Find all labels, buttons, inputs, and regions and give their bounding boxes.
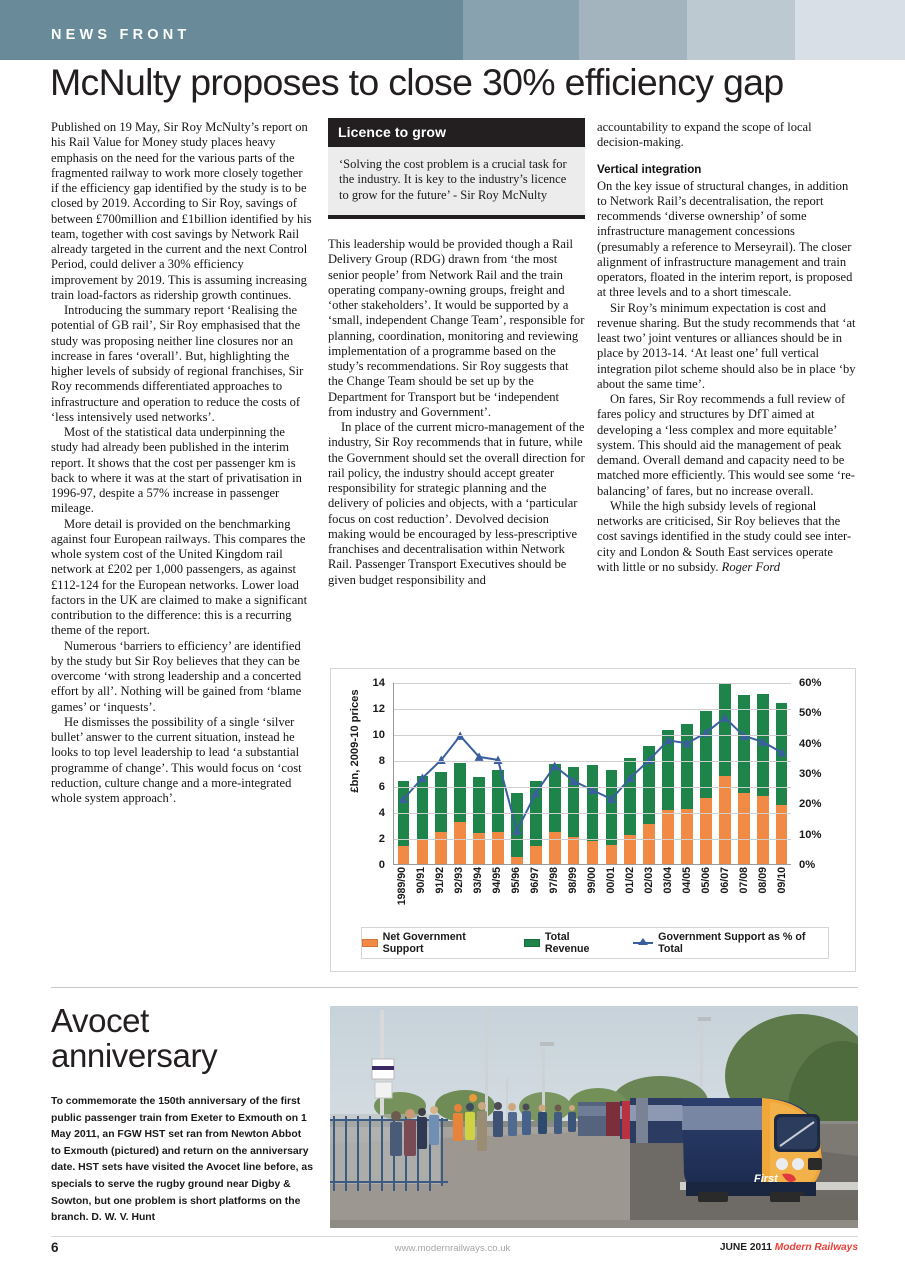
- chart-y2-tick-label: 60%: [799, 677, 822, 689]
- chart-x-label-slot: [469, 867, 488, 929]
- chart-x-label-slot: [393, 867, 412, 929]
- legend-label: Net Government Support: [382, 931, 466, 955]
- page-number: 6: [51, 1240, 59, 1255]
- chart-x-tick-label: 06/07: [718, 867, 731, 894]
- pull-quote-box: [328, 118, 585, 219]
- article-column-right: [597, 120, 858, 575]
- first-logo-text: First: [754, 1173, 778, 1185]
- chart-y2-tick-label: 10%: [799, 828, 822, 841]
- chart-x-tick-label: 92/93: [453, 867, 466, 894]
- chart-x-label-slot: [431, 867, 450, 929]
- chart-x-label-slot: [507, 867, 526, 929]
- rail-finance-chart: [330, 668, 856, 972]
- paragraph: This leadership would be provided though a Rail Delivery Group (RDG) drawn from ‘the most senior people’ from Network Rail and the train operating company-owning groups, freight and ‘other stakeholders’. It would be supported by a ‘small, independent Change Team’, responsible for planning, coordination, monitoring and reviewing implementation of a programme based on the study’s recommendations. Sir Roy suggests that the Change Team should be set up by the Department for Transport but be ‘independent from industry and Government’.: [328, 237, 585, 419]
- chart-x-label-slot: [583, 867, 602, 929]
- chart-x-tick-label: 09/10: [775, 867, 788, 894]
- chart-y2-tick-label: 0%: [799, 859, 816, 871]
- legend-label: Government Support as % of Total: [658, 931, 806, 955]
- chart-y-tick-label: 14: [372, 677, 385, 689]
- banner-band-2: [463, 0, 579, 60]
- chart-line-marker: [720, 713, 729, 722]
- footer-issue-date: JUNE 2011: [719, 1242, 772, 1253]
- banner-band-3: [579, 0, 687, 60]
- chart-y-tick-label: 12: [372, 703, 385, 715]
- chart-gridline: [394, 761, 791, 762]
- chart-x-tick-label: 94/95: [491, 867, 504, 894]
- chart-gridline: [394, 735, 791, 736]
- chart-y2-tick-label: 20%: [799, 798, 822, 811]
- section-kicker: NEWS FRONT: [51, 27, 191, 43]
- chart-x-label-slot: [696, 867, 715, 929]
- chart-y-axis-right: [793, 677, 851, 871]
- chart-x-label-slot: [564, 867, 583, 929]
- paragraph: Published on 19 May, Sir Roy McNulty’s report on his Rail Value for Money study places heavy emphasis on the need for the various parts of the fragmented railway to work more closely together if the efficiency gap identified by the study is to be closed by 2019. According to Sir Roy, savings of between £700million and £1billion identified by his team, together with cost savings by Network Rail already targeted in the current and the next Control Period, could deliver a 30% efficiency improvement by 2019. This is assuming increasing train load-factors as ridership growth continues.: [51, 120, 312, 302]
- paragraph-text: While the high subsidy levels of regional networks are criticised, Sir Roy believes that the cost savings identified in the study could see inter-city and London & South East services operate with little or no subsidy.: [597, 498, 852, 574]
- chart-gridline: [394, 683, 791, 684]
- chart-gridline: [394, 839, 791, 840]
- paragraph: Sir Roy’s minimum expectation is cost and revenue sharing. But the study recommends that ‘at least two’ joint ventures or alliances should be in place by 2013-14. ‘At least one’ full vertical integration pilot scheme should also be in place ‘by about the same time’.: [597, 300, 856, 391]
- chart-x-tick-label: 96/97: [529, 867, 542, 894]
- chart-x-label-slot: [734, 867, 753, 929]
- chart-x-tick-label: 04/05: [680, 867, 693, 894]
- paragraph: He dismisses the possibility of a single ‘silver bullet’ answer to the current situation, instead he looks to top level leadership to lead ‘a substantial programme of change’. This would focus on ‘cost reduction, culture change and a more-integrated whole system approach’.: [51, 714, 302, 805]
- chart-x-tick-label: 00/01: [604, 867, 617, 894]
- chart-plot-area: [393, 683, 791, 865]
- chart-y-tick-label: 0: [378, 859, 385, 871]
- paragraph: In place of the current micro-management of the industry, Sir Roy recommends that in future, while the Government should set the overall direction for rail policy, the industry should accept greater responsibility for strategic planning and the delivery of policies and objects, with a ‘particular focus on cost reduction’. Devolved decision making would be encouraged by less-prescriptive franchises and decentralisation within Network Rail. Passenger Transport Executives should be given budget responsibility and: [328, 420, 585, 587]
- paragraph: More detail is provided on the benchmarking against four European railways. This compares the whole system cost of the United Kingdom rail network at £202 per 1,000 passengers, as against £112-124 for the European networks. Lower load factors in the UK are claimed to make a significant contribution to the difference: this is a recurring theme of the report.: [51, 516, 308, 638]
- chart-gridline: [394, 813, 791, 814]
- chart-x-label-slot: [658, 867, 677, 929]
- chart-x-label-slot: [545, 867, 564, 929]
- chart-x-tick-label: 95/96: [510, 867, 523, 894]
- chart-line-series: [394, 683, 791, 864]
- chart-x-label-slot: [601, 867, 620, 929]
- chart-x-tick-label: 05/06: [699, 867, 712, 894]
- legend-swatch-icon: [362, 939, 378, 947]
- section-divider: [51, 987, 858, 988]
- chart-x-tick-label: 01/02: [623, 867, 636, 894]
- chart-x-label-slot: [526, 867, 545, 929]
- page-title: McNulty proposes to close 30% efficiency gap: [50, 61, 784, 103]
- chart-line-marker: [512, 826, 521, 835]
- pull-quote-heading: Licence to grow: [328, 118, 585, 147]
- chart-x-label-slot: [753, 867, 772, 929]
- article-column-middle: [328, 237, 585, 588]
- chart-x-tick-label: 99/00: [586, 867, 598, 894]
- legend-swatch-icon: [524, 939, 540, 947]
- chart-y-axis-left: [331, 677, 389, 871]
- paragraph: On the key issue of structural changes, in addition to Network Rail’s decentralisation, the report recommends ‘diverse ownership’ of some infrastructure management concessions (presumably a reference to Merseyrail). The closer alignment of infrastructure management and train operators, floated in the interim report, is proposed at three levels and to a short timescale.: [597, 178, 853, 300]
- chart-x-label-slot: [677, 867, 696, 929]
- chart-y-tick-label: 10: [372, 729, 385, 741]
- chart-y-tick-label: 2: [378, 833, 385, 845]
- chart-x-label-slot: [450, 867, 469, 929]
- author-byline: Roger Ford: [721, 559, 781, 574]
- chart-x-tick-label: 08/09: [756, 867, 769, 894]
- chart-gridline: [394, 709, 791, 710]
- footer-divider: [51, 1236, 858, 1237]
- pull-quote-text: ‘Solving the cost problem is a crucial task for the industry. It is key to the industry’s licence to grow for the future’ - Sir Roy McNulty: [328, 147, 585, 219]
- chart-gridline: [394, 787, 791, 788]
- section-subheading: Vertical integration: [597, 162, 702, 176]
- station-photo-illustration: [330, 1006, 858, 1228]
- avocet-photo: [330, 1006, 858, 1228]
- paragraph: On fares, Sir Roy recommends a full review of fares policy and structures by DfT aimed at developing a ‘less complex and more equitable’ system. This should aid the management of peak demand. Overall demand and capacity need to be matched more efficiently. This would see some ‘re-balancing’ of fares, but no increase overall.: [597, 392, 855, 498]
- chart-y-tick-label: 6: [378, 781, 385, 793]
- banner-band-5: [795, 0, 905, 60]
- chart-x-tick-label: 1989/90: [396, 867, 409, 906]
- paragraph: Introducing the summary report ‘Realising the potential of GB rail’, Sir Roy emphasised that the study was proposing neither line closures nor an increase in fares ‘overall’. But, highlighting the higher levels of subsidy of regional franchises, Sir Roy recommends differentiated approaches to infrastructure and operation to reduce the costs of ‘less intensively used networks’.: [51, 303, 304, 424]
- legend-marker-triangle-icon: [633, 937, 653, 950]
- chart-y2-tick-label: 50%: [799, 707, 822, 720]
- chart-y2-tick-label: 30%: [799, 768, 822, 780]
- legend-item-total-revenue: [524, 931, 615, 955]
- chart-x-label-slot: [412, 867, 431, 929]
- chart-legend: [361, 927, 829, 959]
- paragraph: accountability to expand the scope of local decision-making.: [597, 120, 812, 150]
- chart-x-tick-label: 03/04: [661, 867, 674, 894]
- chart-x-label-slot: [715, 867, 734, 929]
- chart-x-tick-label: 02/03: [642, 867, 655, 894]
- avocet-headline: [51, 1003, 311, 1073]
- legend-item-government-support-percent: [633, 931, 828, 955]
- chart-y-tick-label: 8: [378, 755, 385, 767]
- banner-band-4: [687, 0, 795, 60]
- chart-x-tick-label: 07/08: [737, 867, 750, 894]
- chart-x-tick-label: 97/98: [548, 867, 561, 894]
- chart-line-marker: [777, 748, 786, 757]
- chart-x-axis-labels: [393, 867, 791, 929]
- chart-x-label-slot: [639, 867, 658, 929]
- chart-x-tick-label: 91/92: [434, 867, 447, 894]
- paragraph: Most of the statistical data underpinning the study had already been published in the interim report. It shows that the cost per passenger km is back to where it was at the start of privatisation in 1996-97, despite a 57% increase in passenger mileage.: [51, 425, 302, 516]
- paragraph: Numerous ‘barriers to efficiency’ are identified by the study but Sir Roy believes that they can be overcome ‘with strong leadership and a concerted effort by all’. Nothing will be gained from ‘blame games’ or ‘inquests’.: [51, 638, 302, 714]
- chart-x-label-slot: [772, 867, 791, 929]
- chart-y-axis-title: £bn, 2009-10 prices: [349, 689, 361, 793]
- avocet-headline-line1: Avocet: [51, 1002, 149, 1039]
- footer-issue: [720, 1242, 858, 1253]
- chart-x-tick-label: 98/99: [567, 867, 580, 894]
- chart-x-tick-label: 90/91: [415, 867, 428, 894]
- paragraph-final: [597, 499, 858, 575]
- avocet-headline-line2: anniversary: [51, 1037, 218, 1074]
- legend-label: Total Revenue: [544, 931, 590, 955]
- article-column-left: [51, 120, 313, 806]
- chart-x-label-slot: [488, 867, 507, 929]
- chart-plot: [393, 683, 791, 865]
- footer-website: www.modernrailways.co.uk: [394, 1243, 511, 1254]
- chart-line-marker: [550, 761, 559, 770]
- chart-y-tick-label: 4: [378, 807, 385, 819]
- chart-y2-tick-label: 40%: [799, 737, 822, 750]
- chart-x-label-slot: [620, 867, 639, 929]
- legend-item-net-government-support: [362, 931, 506, 955]
- chart-x-tick-label: 93/94: [472, 867, 485, 894]
- footer-magazine-name: Modern Railways: [774, 1242, 858, 1253]
- avocet-caption: To commemorate the 150th anniversary of the first public passenger train from Exeter to Exmouth on 1 May 2011, an FGW HST set ran from Newton Abbot to Exmouth (pictured) and return on the anniversary date. HST sets have visited the Avocet line before, as specials to serve the rugby ground near Digby & Sowton, but one problem is short platforms on the branch. D. W. V. Hunt: [51, 1096, 313, 1224]
